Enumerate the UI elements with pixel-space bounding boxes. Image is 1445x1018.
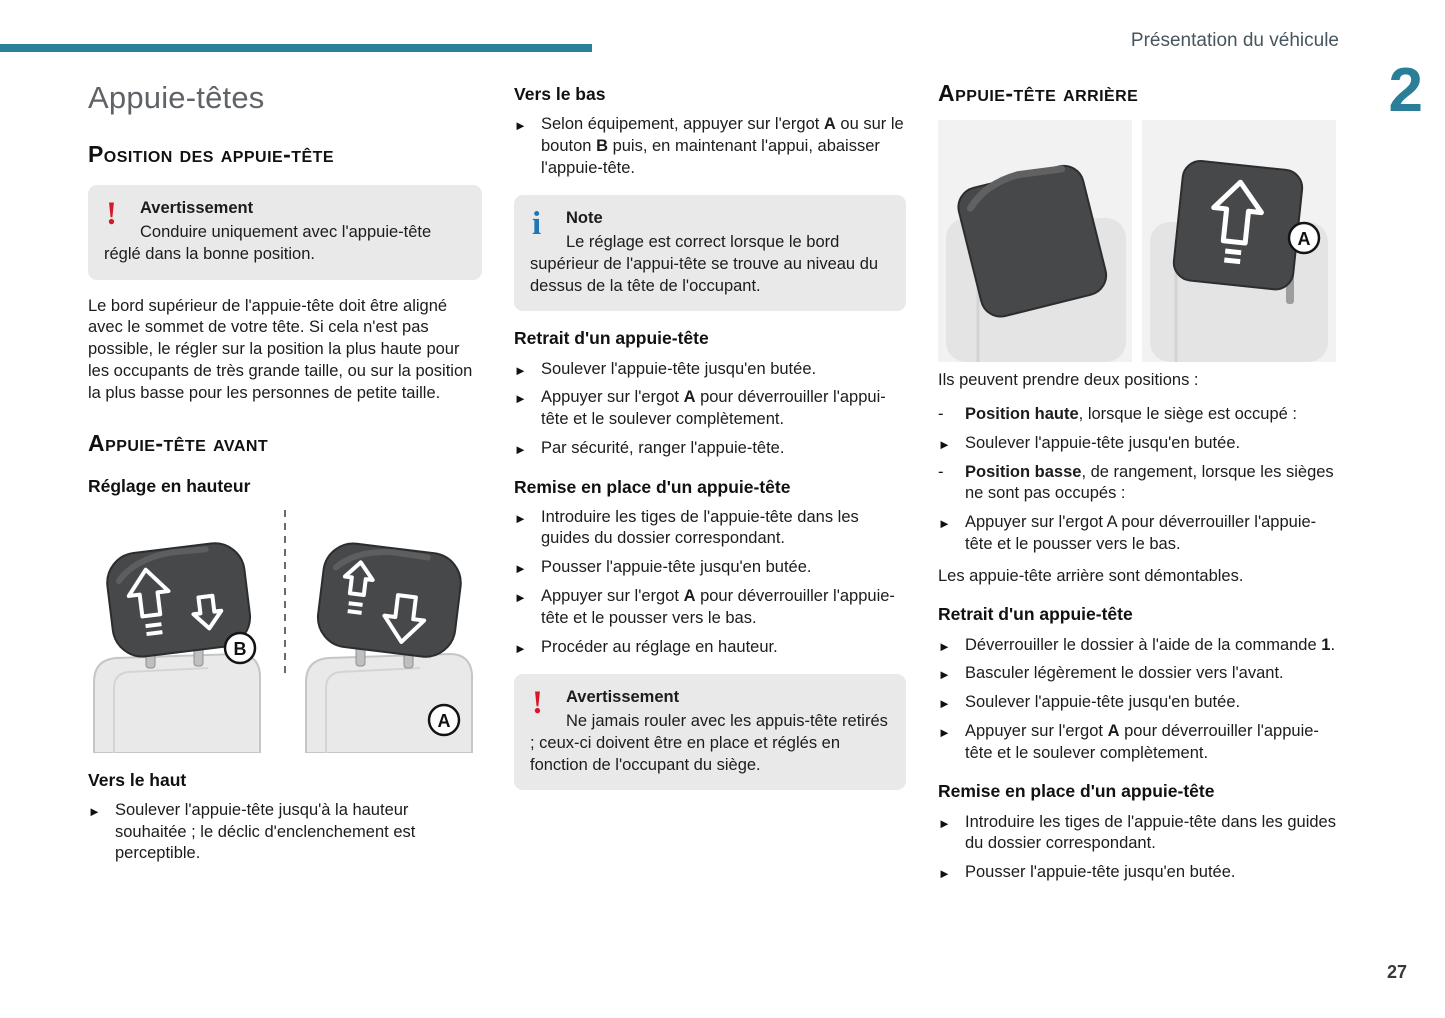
bullet-icon: ► xyxy=(514,561,527,577)
list-item-text: Soulever l'appuie-tête jusqu'en butée. xyxy=(965,433,1241,452)
dash-item-text: Position haute, lorsque le siège est occupé : xyxy=(965,405,1297,424)
list-item-text: Pousser l'appuie-tête jusqu'en butée. xyxy=(541,558,812,577)
rear-intro: Ils peuvent prendre deux positions : xyxy=(938,371,1199,390)
warning-text: Conduire uniquement avec l'appuie-tête réglé dans la bonne position. xyxy=(104,223,432,263)
column-left xyxy=(88,78,482,872)
list-item xyxy=(938,663,1338,685)
list-item-text: Introduire les tiges de l'appuie-tête dans les guides du dossier correspondant. xyxy=(541,507,859,548)
warning-box xyxy=(88,185,482,279)
list-item-text: Appuyer sur l'ergot A pour déverrouiller l'appuie-tête et le pousser vers le bas. xyxy=(965,513,1317,553)
warning-icon: ! xyxy=(106,196,117,233)
bullet-icon: ► xyxy=(938,516,951,532)
warning-title: Avertissement xyxy=(140,199,254,218)
list-item-text: Selon équipement, appuyer sur l'ergot A ou sur le bouton B puis, en maintenant l'appui, abaisser l'appuie-tête. xyxy=(541,115,904,177)
list-item xyxy=(514,586,906,630)
list-item-text: Appuyer sur l'ergot A pour déverrouiller l'appui-tête et le soulever complètement. xyxy=(541,388,886,429)
list-item-text: Appuyer sur l'ergot A pour déverrouiller l'appuie-tête et le pousser vers le bas. xyxy=(541,587,895,627)
page-number: 27 xyxy=(1386,962,1407,982)
section-heading-position: Position des appuie-tête xyxy=(88,140,334,167)
info-icon: i xyxy=(532,206,542,243)
note-title: Note xyxy=(566,209,603,228)
bullet-icon: ► xyxy=(514,640,527,656)
rear-headrest-figure xyxy=(938,120,1338,362)
list-item xyxy=(938,862,1338,884)
list-item xyxy=(938,635,1338,657)
list-item-text: Procéder au réglage en hauteur. xyxy=(541,637,778,656)
bullet-icon: ► xyxy=(938,667,951,683)
bullet-icon: ► xyxy=(938,638,951,654)
list-item xyxy=(514,359,906,381)
list-item xyxy=(938,812,1338,856)
list-item xyxy=(514,114,906,179)
warning-text: Ne jamais rouler avec les appuis-tête retirés ; ceux-ci doivent être en place et réglés en fonction de l'occupant du siège. xyxy=(530,712,888,774)
dash-item xyxy=(938,404,1338,426)
column-middle xyxy=(514,78,906,806)
front-headrest-figure xyxy=(88,508,482,753)
list-item xyxy=(514,637,906,659)
list-item xyxy=(514,507,906,551)
bullet-icon: ► xyxy=(938,815,951,831)
bullet-icon: ► xyxy=(514,510,527,526)
bullet-icon: ► xyxy=(938,436,951,452)
bullet-icon: ► xyxy=(938,866,951,882)
subheading-height-adjust: Réglage en hauteur xyxy=(88,475,251,496)
list-item xyxy=(514,387,906,431)
removable-note: Les appuie-tête arrière sont démontables. xyxy=(938,566,1244,585)
rear-headrest-illustration xyxy=(938,120,1336,362)
note-text: Le réglage est correct lorsque le bord supérieur de l'appui-tête se trouve au niveau du dessus de la tête de l'occupant. xyxy=(530,233,879,295)
subheading-refit: Remise en place d'un appuie-tête xyxy=(514,476,791,497)
list-item-text: Basculer légèrement le dossier vers l'avant. xyxy=(965,664,1284,683)
list-item xyxy=(938,721,1338,765)
section-heading-front: Appuie-tête avant xyxy=(88,430,269,457)
list-item xyxy=(514,557,906,579)
list-item-text: Déverrouiller le dossier à l'aide de la commande 1. xyxy=(965,635,1336,654)
front-headrest-illustration xyxy=(88,508,482,753)
intro-paragraph: Le bord supérieur de l'appuie-tête doit être aligné avec le sommet de votre tête. Si cela n'est pas possible, le régler sur la position la plus haute pour les occupants de très grande taille, ou sur la position la plus basse pour les personnes de petite taille. xyxy=(88,296,473,402)
list-item xyxy=(88,800,482,865)
column-right xyxy=(938,78,1338,891)
warning-icon: ! xyxy=(532,685,543,722)
subheading-rear-refit: Remise en place d'un appuie-tête xyxy=(938,781,1215,802)
bullet-icon: ► xyxy=(514,118,527,134)
section-heading-rear: Appuie-tête arrière xyxy=(938,80,1139,106)
list-item-text: Appuyer sur l'ergot A pour déverrouiller l'appuie-tête et le soulever complètement. xyxy=(965,721,1319,762)
list-item xyxy=(938,512,1338,556)
page-title: Appuie-têtes xyxy=(88,80,265,115)
list-item xyxy=(514,438,906,460)
list-item-text: Par sécurité, ranger l'appuie-tête. xyxy=(541,438,785,457)
subheading-down: Vers le bas xyxy=(514,84,606,104)
bullet-icon: ► xyxy=(938,724,951,740)
list-item-text: Soulever l'appuie-tête jusqu'en butée. xyxy=(965,693,1241,712)
bullet-icon: ► xyxy=(88,803,101,819)
bullet-icon: ► xyxy=(514,362,527,378)
subheading-up: Vers le haut xyxy=(88,769,187,790)
note-box xyxy=(514,195,906,311)
accent-bar xyxy=(0,44,592,52)
list-item-text: Soulever l'appuie-tête jusqu'à la hauteur souhaitée ; le déclic d'enclenchement est perceptible. xyxy=(115,800,416,863)
dash-marker: - xyxy=(938,405,944,424)
list-item-text: Pousser l'appuie-tête jusqu'en butée. xyxy=(965,863,1236,882)
label-b: B xyxy=(233,638,247,659)
warning-box xyxy=(514,674,906,790)
bullet-icon: ► xyxy=(938,696,951,712)
running-header: Présentation du véhicule xyxy=(1130,30,1339,51)
label-a: A xyxy=(1297,229,1311,250)
label-a: A xyxy=(437,710,451,731)
bullet-icon: ► xyxy=(514,590,527,605)
list-item xyxy=(938,433,1338,455)
bullet-icon: ► xyxy=(514,441,527,457)
bullet-icon: ► xyxy=(514,391,527,407)
chapter-number: 2 xyxy=(1388,56,1423,125)
dash-item xyxy=(938,462,1338,506)
warning-title: Avertissement xyxy=(566,688,680,707)
list-item-text: Introduire les tiges de l'appuie-tête dans les guides du dossier correspondant. xyxy=(965,812,1336,853)
dash-item-text: Position basse, de rangement, lorsque les sièges ne sont pas occupés : xyxy=(965,462,1334,503)
list-item xyxy=(938,692,1338,714)
dash-marker: - xyxy=(938,462,944,481)
subheading-removal: Retrait d'un appuie-tête xyxy=(514,328,709,349)
subheading-rear-removal: Retrait d'un appuie-tête xyxy=(938,604,1133,625)
list-item-text: Soulever l'appuie-tête jusqu'en butée. xyxy=(541,359,817,378)
